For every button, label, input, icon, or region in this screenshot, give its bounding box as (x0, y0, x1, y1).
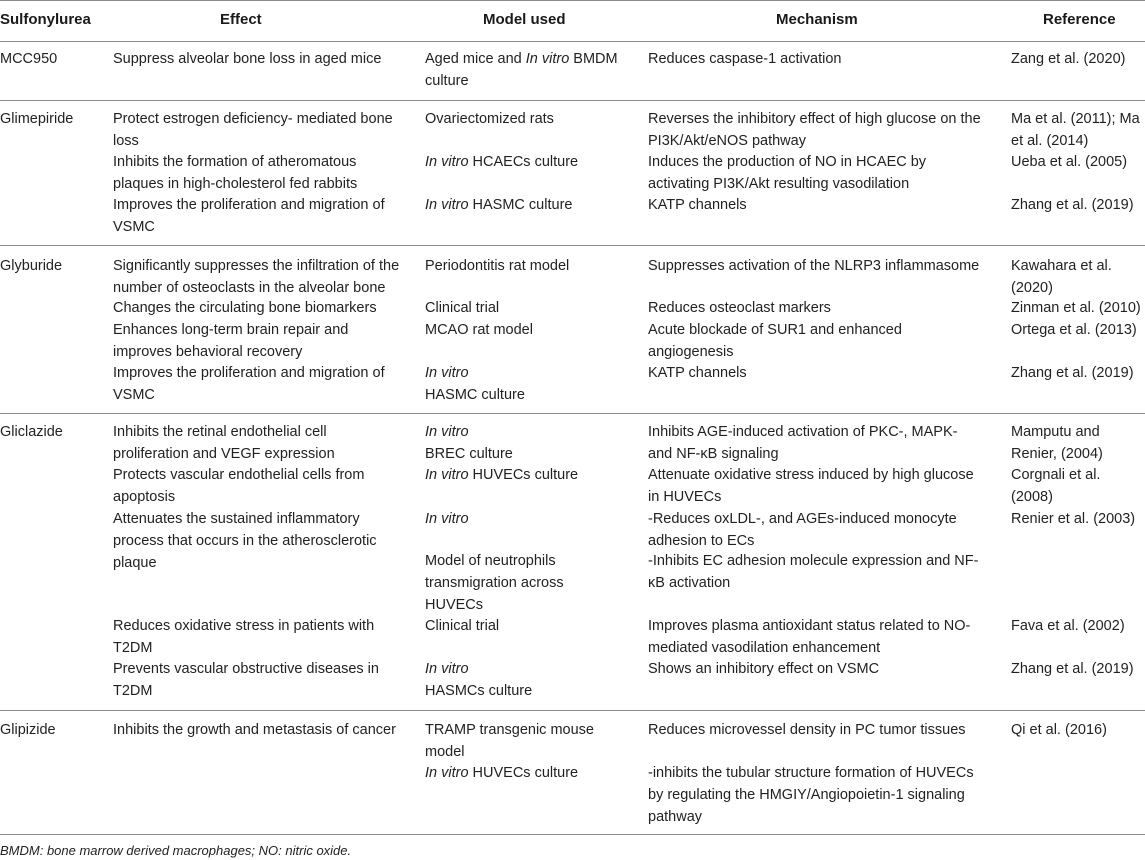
reference-cell: Zhang et al. (2019) (1011, 365, 1134, 381)
reference-cell: Ueba et al. (2005) (1011, 154, 1128, 170)
mechanism-cell: KATP channels (648, 365, 747, 381)
mechanism-cell: -Reduces oxLDL-, and AGEs-induced monocyte adhesion to ECs (648, 511, 957, 549)
model-cell: Clinical trial (425, 618, 500, 634)
group-divider (0, 413, 1145, 414)
effect-cell: Inhibits the growth and metastasis of cancer (113, 722, 396, 738)
header-reference: Reference (1043, 11, 1116, 28)
reference-cell: Zinman et al. (2010) (1011, 300, 1141, 316)
mechanism-cell: Acute blockade of SUR1 and enhanced angiogenesis (648, 322, 902, 360)
reference-cell: Renier et al. (2003) (1011, 511, 1136, 527)
drug-gliclazide: Gliclazide (0, 424, 63, 440)
effect-cell: Enhances long-term brain repair and improves behavioral recovery (113, 322, 349, 360)
reference-cell: Qi et al. (2016) (1011, 722, 1107, 738)
group-divider (0, 710, 1145, 711)
model-cell: Clinical trial (425, 300, 500, 316)
table-header (0, 0, 1145, 42)
model-cell: In vitro BREC culture (425, 424, 513, 462)
group-divider (0, 245, 1145, 246)
effect-cell: Attenuates the sustained inflammatory process that occurs in the atherosclerotic plaque (113, 511, 377, 571)
mechanism-cell: Reduces caspase-1 activation (648, 51, 842, 67)
mechanism-cell: Reduces osteoclast markers (648, 300, 831, 316)
model-cell: In vitro HASMC culture (425, 197, 573, 213)
model-cell: Model of neutrophils transmigration across HUVECs (425, 553, 564, 613)
reference-cell: Ortega et al. (2013) (1011, 322, 1137, 338)
effect-cell: Protect estrogen deficiency- mediated bone loss (113, 111, 393, 149)
effect-cell: Changes the circulating bone biomarkers (113, 300, 377, 316)
model-cell: In vitro HASMCs culture (425, 661, 533, 699)
mechanism-cell: Suppresses activation of the NLRP3 inflammasome (648, 258, 980, 274)
effect-cell: Suppress alveolar bone loss in aged mice (113, 51, 382, 67)
model-cell: In vitro HUVECs culture (425, 765, 579, 781)
header-model-used: Model used (483, 11, 566, 28)
reference-cell: Mamputu and Renier, (2004) (1011, 424, 1103, 462)
reference-cell: Ma et al. (2011); Ma et al. (2014) (1011, 111, 1140, 149)
mechanism-cell: Attenuate oxidative stress induced by high glucose in HUVECs (648, 467, 974, 505)
header-effect: Effect (220, 11, 262, 28)
mechanism-cell: Reduces microvessel density in PC tumor tissues (648, 722, 966, 738)
mechanism-cell: Induces the production of NO in HCAEC by activating PI3K/Akt resulting vasodilation (648, 154, 927, 192)
effect-cell: Protects vascular endothelial cells from apoptosis (113, 467, 365, 505)
model-cell: In vitro HCAECs culture (425, 154, 579, 170)
drug-mcc950: MCC950 (0, 51, 58, 67)
group-divider (0, 834, 1145, 835)
mechanism-cell: Reverses the inhibitory effect of high glucose on the PI3K/Akt/eNOS pathway (648, 111, 981, 149)
effect-cell: Reduces oxidative stress in patients with T2DM (113, 618, 375, 656)
model-cell: In vitro (425, 511, 469, 527)
reference-cell: Zhang et al. (2019) (1011, 661, 1134, 677)
effect-cell: Inhibits the formation of atheromatous plaques in high-cholesterol fed rabbits (113, 154, 358, 192)
mechanism-cell: KATP channels (648, 197, 747, 213)
mechanism-cell: Shows an inhibitory effect on VSMC (648, 661, 880, 677)
model-cell: Aged mice and In vitro BMDM culture (425, 51, 618, 89)
model-cell: TRAMP transgenic mouse model (425, 722, 594, 760)
reference-cell: Zhang et al. (2019) (1011, 197, 1134, 213)
model-cell: Periodontitis rat model (425, 258, 570, 274)
mechanism-cell: -Inhibits EC adhesion molecule expression and NF- κB activation (648, 553, 979, 591)
effect-cell: Improves the proliferation and migration of VSMC (113, 365, 385, 403)
drug-glyburide: Glyburide (0, 258, 63, 274)
group-divider (0, 100, 1145, 101)
model-cell: Ovariectomized rats (425, 111, 554, 127)
drug-glimepiride: Glimepiride (0, 111, 74, 127)
mechanism-cell: Improves plasma antioxidant status related to NO- mediated vasodilation enhancement (648, 618, 971, 656)
reference-cell: Zang et al. (2020) (1011, 51, 1126, 67)
mechanism-cell: Inhibits AGE-induced activation of PKC-, MAPK- and NF-κB signaling (648, 424, 958, 462)
header-sulfonylurea: Sulfonylurea (0, 11, 91, 28)
reference-cell: Fava et al. (2002) (1011, 618, 1125, 634)
effect-cell: Significantly suppresses the infiltration of the number of osteoclasts in the alveolar bone (113, 258, 400, 296)
model-cell: In vitro HUVECs culture (425, 467, 579, 483)
effect-cell: Improves the proliferation and migration of VSMC (113, 197, 385, 235)
model-cell: MCAO rat model (425, 322, 533, 338)
header-mechanism: Mechanism (776, 11, 858, 28)
effect-cell: Prevents vascular obstructive diseases in T2DM (113, 661, 379, 699)
model-cell: In vitro HASMC culture (425, 365, 525, 403)
reference-cell: Kawahara et al. (2020) (1011, 258, 1112, 296)
drug-glipizide: Glipizide (0, 722, 56, 738)
effect-cell: Inhibits the retinal endothelial cell proliferation and VEGF expression (113, 424, 335, 462)
mechanism-cell: -inhibits the tubular structure formation of HUVECs by regulating the HMGIY/Angiopoietin-1 signaling pathway (648, 765, 974, 825)
table-footnote: BMDM: bone marrow derived macrophages; NO: nitric oxide. (0, 843, 352, 858)
reference-cell: Corgnali et al. (2008) (1011, 467, 1101, 505)
